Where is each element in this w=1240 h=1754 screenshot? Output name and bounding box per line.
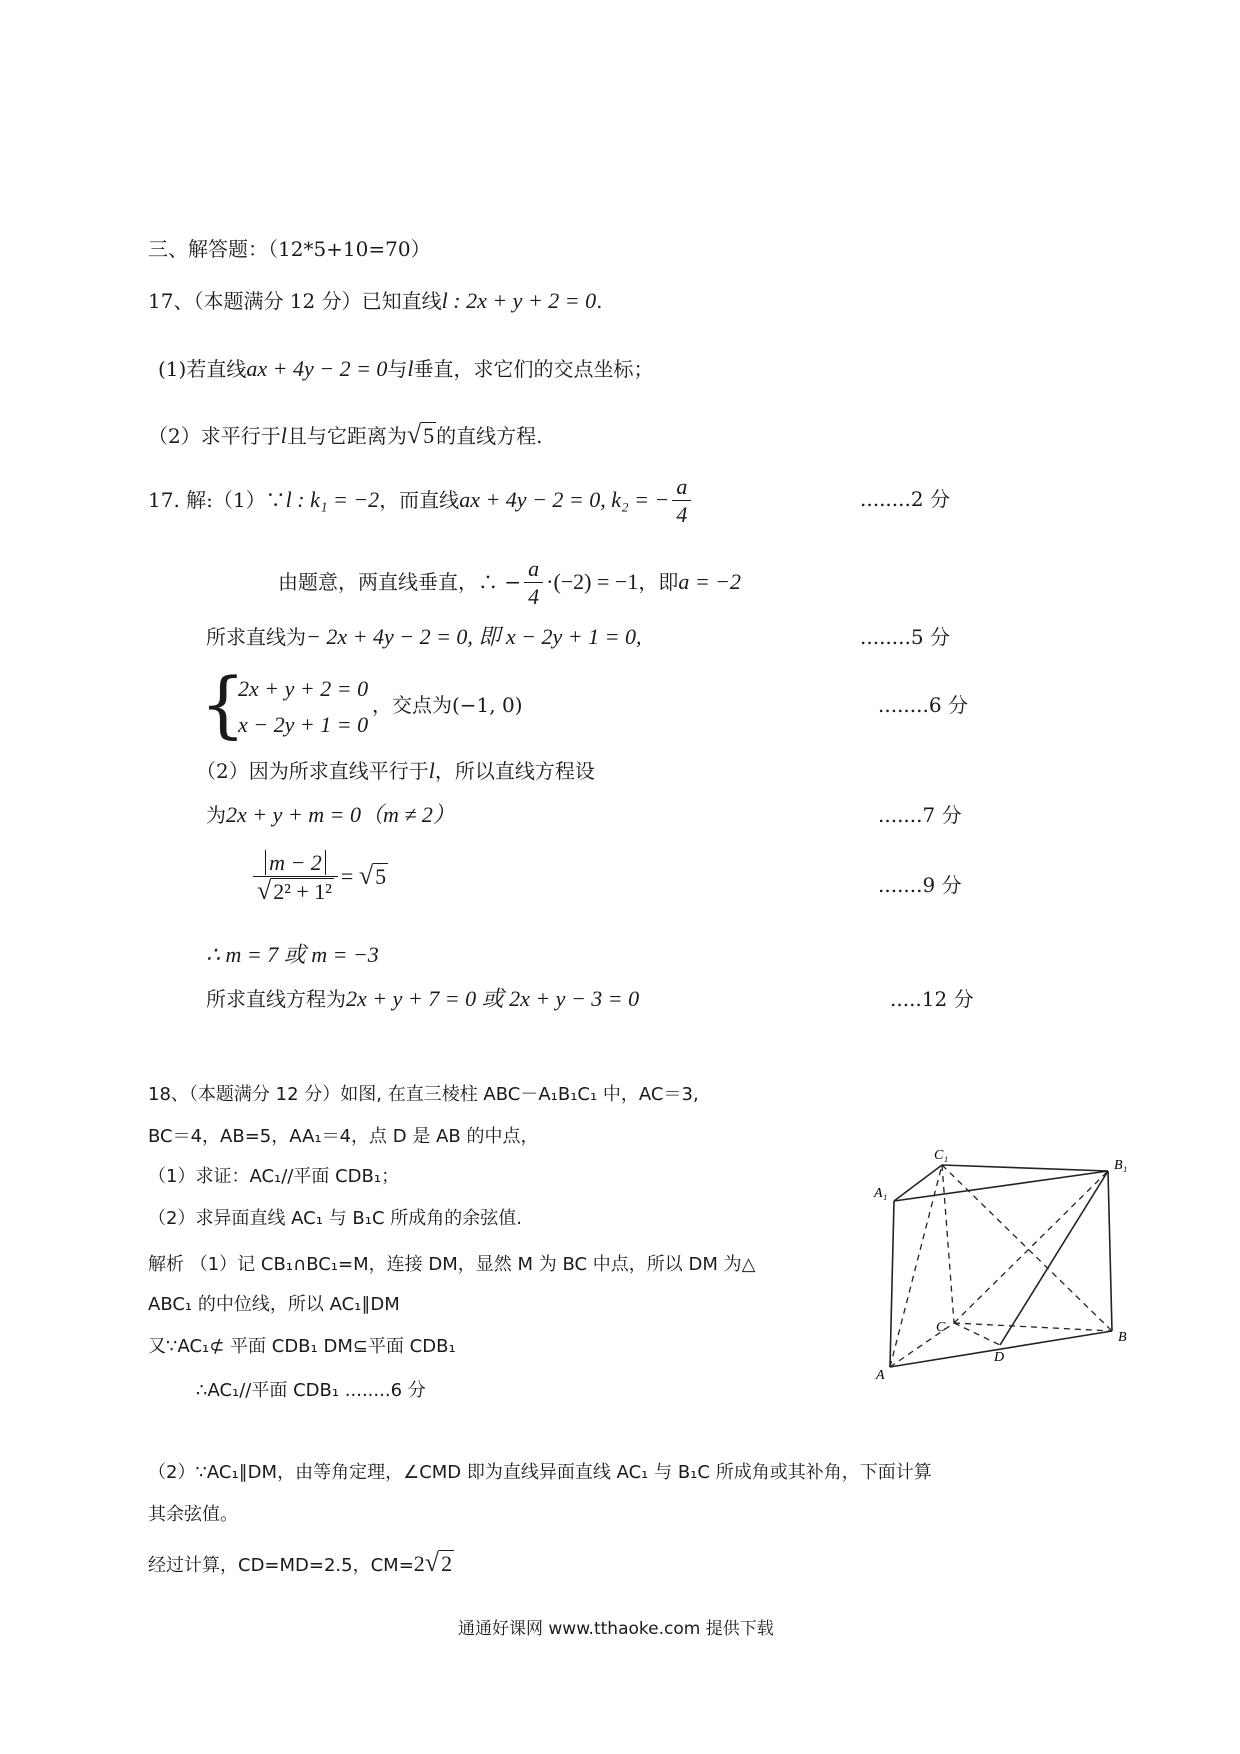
q18-analysis-line1: 解析 （1）记 CB₁∩BC₁=M，连接 DM，显然 M 为 BC 中点，所以 DM 为△ (148, 1254, 756, 1275)
q17-part1-prefix: (1)若直线 (158, 357, 247, 381)
sol17-part2-end: ，所以直线方程设 (434, 759, 595, 783)
q18-stem-line1: 18、（本题满分 12 分）如图, 在直三棱柱 ABC－A₁B₁C₁ 中，AC＝3, (148, 1084, 699, 1105)
sol17-line5-eq: 2x + y + m = 0 (226, 802, 361, 827)
q17-part1-equation: ax + 4y − 2 = 0 (246, 356, 388, 381)
sol17-line1-mid: ，而直线 (379, 488, 460, 512)
q17-stem (148, 288, 603, 314)
distance-fraction: $\frac{m - 2}{\text{√2² + 1²}}$ (253, 850, 338, 906)
q17-part2-mid: 且与它距离为 (286, 424, 407, 448)
footer-credit: 通通好课网 www.tthaoke.com 提供下载 (458, 1619, 774, 1639)
q18-analysis-line6: 其余弦值。 (148, 1504, 238, 1525)
q18-analysis-line7-prefix: 经过计算，CD=MD=2.5，CM= (148, 1555, 414, 1576)
q17-part1-l: l (407, 356, 414, 381)
score-5: ........5 分 (860, 625, 950, 649)
label-a1: A₁ (874, 1186, 888, 1201)
score-9: .......9 分 (878, 873, 962, 897)
sol17-line8-prefix: 所求直线方程为 (206, 987, 346, 1011)
score-2: ........2 分 (860, 487, 950, 511)
sol17-part2-prefix: （2）因为所求直线平行于 (196, 759, 429, 783)
q18-analysis-line5: （2）∵AC₁∥DM，由等角定理，∠CMD 即为直线异面直线 AC₁ 与 B₁C 所成角或其补角，下面计算 (148, 1462, 932, 1483)
sol17-line2 (278, 556, 741, 611)
sol17-line1-eq2: ax + 4y − 2 = 0, k₂ = − (459, 487, 670, 512)
q17-part1 (158, 356, 654, 382)
score-7: .......7 分 (878, 803, 962, 827)
label-b: B (1118, 1330, 1127, 1345)
sol17-line8 (206, 986, 639, 1012)
label-c1: C₁ (934, 1148, 949, 1163)
sol17-line5-cond: （m ≠ 2） (360, 802, 455, 827)
system-brace: { (200, 662, 246, 746)
q17-part2-end: 的直线方程. (436, 424, 543, 448)
sol17-line7: ∴ m = 7 或 m = −3 (206, 942, 379, 967)
q17-part1-mid: 与 (387, 357, 408, 381)
sol17-line5 (206, 802, 455, 828)
q18-analysis-line2: ABC₁ 的中位线，所以 AC₁∥DM (148, 1294, 400, 1315)
sol17-line2-fraction: $\frac{a}{4}$ (524, 556, 543, 611)
score-12: .....12 分 (890, 987, 974, 1011)
q18-analysis-line7 (148, 1550, 454, 1579)
label-a: A (876, 1368, 885, 1383)
system-eq1: 2x + y + 2 = 0 (238, 676, 369, 701)
q18-analysis-line4: ∴AC₁//平面 CDB₁ ........6 分 (196, 1380, 426, 1401)
edge-a-a1 (890, 1201, 894, 1367)
label-c: C (936, 1320, 946, 1335)
edge-b-b1 (1108, 1171, 1112, 1331)
sol17-line2-eq2: a = −2 (678, 569, 742, 594)
sol17-line3-prefix: 所求直线为 (206, 625, 306, 649)
q17-stem-equation: l : 2x + y + 2 = 0 (441, 288, 597, 313)
section-title: 三、解答题：（12*5+10=70） (148, 237, 431, 261)
sol17-line8-eq: 2x + y + 7 = 0 或 2x + y − 3 = 0 (346, 986, 640, 1011)
segment-c-d-hidden (954, 1323, 1000, 1345)
sol17-line2-eq: ·(−2) = −1 (546, 569, 639, 594)
segment-c1-b-hidden (942, 1165, 1112, 1331)
q18-analysis-line3: 又∵AC₁⊄ 平面 CDB₁ DM⊆平面 CDB₁ (148, 1336, 456, 1357)
label-b1: B₁ (1114, 1158, 1128, 1173)
sol17-distance-equation (250, 850, 388, 906)
system-intersection: ，交点为(−1, 0) (372, 693, 523, 717)
segment-a-c1-hidden (890, 1165, 942, 1367)
q17-part2-l: l (280, 423, 287, 448)
q18-part2: （2）求异面直线 AC₁ 与 B₁C 所成角的余弦值. (148, 1208, 522, 1229)
q17-part1-end: 垂直，求它们的交点坐标； (413, 357, 654, 381)
sol17-line2-prefix: 由题意，两直线垂直，∴ − (278, 570, 522, 594)
q17-stem-prefix: 17、（本题满分 12 分）已知直线 (148, 289, 442, 313)
sol17-line3 (206, 624, 641, 650)
prism-figure (870, 1145, 1170, 1385)
sol17-line3-eq: − 2x + 4y − 2 = 0, 即 x − 2y + 1 = 0, (306, 624, 642, 649)
sol17-part2 (196, 758, 595, 784)
distance-rhs: = (340, 863, 359, 889)
q17-part2-prefix: （2）求平行于 (148, 424, 281, 448)
q17-stem-end: . (596, 289, 603, 313)
edge-c-c1-hidden (942, 1165, 954, 1323)
sol17-line1 (148, 474, 694, 529)
q18-part1: （1）求证：AC₁//平面 CDB₁； (148, 1166, 400, 1187)
segment-b1-d (1000, 1171, 1108, 1345)
sol17-line1-fraction: $\frac{a}{4}$ (672, 474, 691, 529)
system-eq2: x − 2y + 1 = 0 (238, 712, 369, 737)
edge-c-b-hidden (954, 1323, 1112, 1331)
distance-rhs-sqrt: √5 (358, 860, 387, 890)
sol17-line2-mid: ，即 (638, 570, 679, 594)
q18-stem-line2: BC＝4，AB=5，AA₁＝4，点 D 是 AB 的中点， (148, 1126, 539, 1147)
score-6: ........6 分 (878, 693, 968, 717)
edge-a1-b1 (894, 1171, 1108, 1201)
edge-c1-b1 (942, 1165, 1108, 1171)
sol17-part2-l: l (428, 758, 435, 783)
segment-c-b1-hidden (954, 1171, 1108, 1323)
cm-sqrt: √2 (424, 1548, 453, 1577)
q17-part2 (148, 422, 543, 449)
sol17-line1-eq1: l : k₁ = −2 (285, 487, 380, 512)
cm-coefficient: 2 (413, 1551, 425, 1576)
label-d: D (994, 1350, 1005, 1365)
sol17-line5-prefix: 为 (206, 803, 226, 827)
q17-part2-sqrt: √5 (406, 420, 435, 449)
sol17-line1-prefix: 17. 解:（1）∵ (148, 488, 286, 512)
